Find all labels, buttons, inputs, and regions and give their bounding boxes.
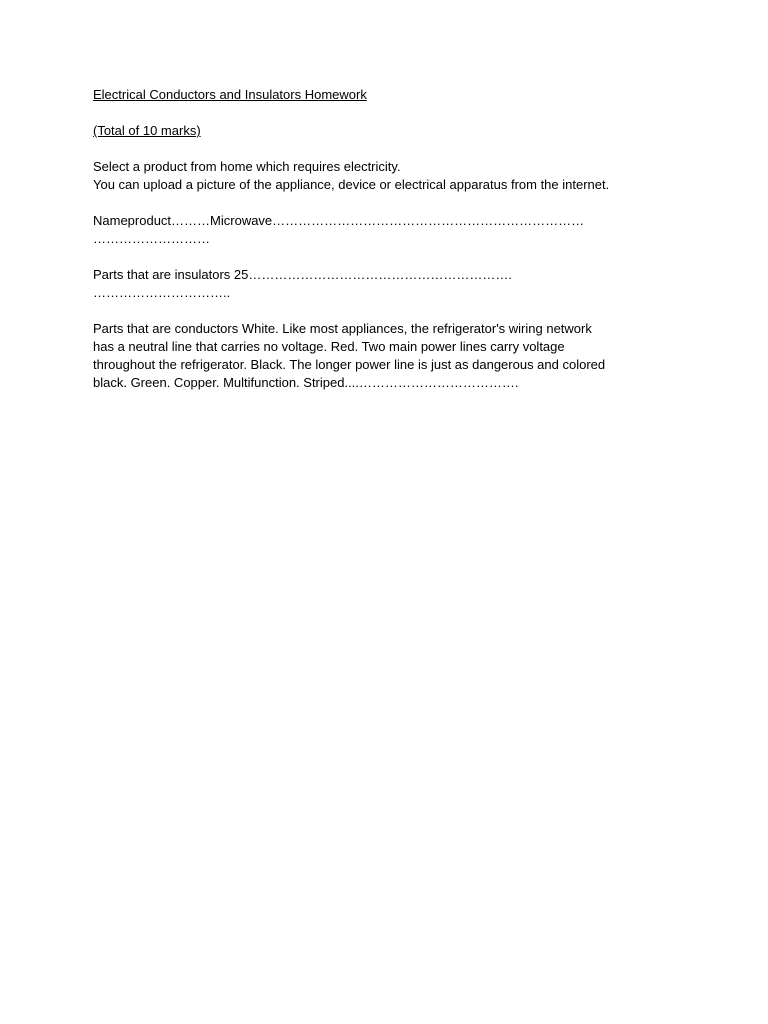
- insulators-line: Parts that are insulators 25…………………………………………………….: [93, 267, 512, 282]
- document-body: [93, 86, 678, 392]
- spacer: [93, 140, 678, 158]
- spacer: [93, 104, 678, 122]
- spacer: [93, 302, 678, 320]
- name-product-line: Nameproduct………Microwave………………………………………………………………: [93, 213, 585, 228]
- instruction-line: Select a product from home which requires electricity.: [93, 159, 401, 174]
- spacer: [93, 248, 678, 266]
- total-marks: (Total of 10 marks): [93, 123, 201, 138]
- conductors-line: Parts that are conductors White. Like most appliances, the refrigerator's wiring network: [93, 321, 592, 336]
- conductors-line: black. Green. Copper. Multifunction. Striped....……………………………….: [93, 375, 519, 390]
- document-title: Electrical Conductors and Insulators Homework: [93, 87, 367, 102]
- instruction-line: You can upload a picture of the appliance, device or electrical apparatus from the internet.: [93, 177, 610, 192]
- spacer: [93, 194, 678, 212]
- name-product-continuation: ………………………: [93, 231, 210, 246]
- conductors-line: throughout the refrigerator. Black. The longer power line is just as dangerous and colored: [93, 357, 606, 372]
- insulators-continuation: …………………………..: [93, 285, 231, 300]
- conductors-line: has a neutral line that carries no voltage. Red. Two main power lines carry voltage: [93, 339, 565, 354]
